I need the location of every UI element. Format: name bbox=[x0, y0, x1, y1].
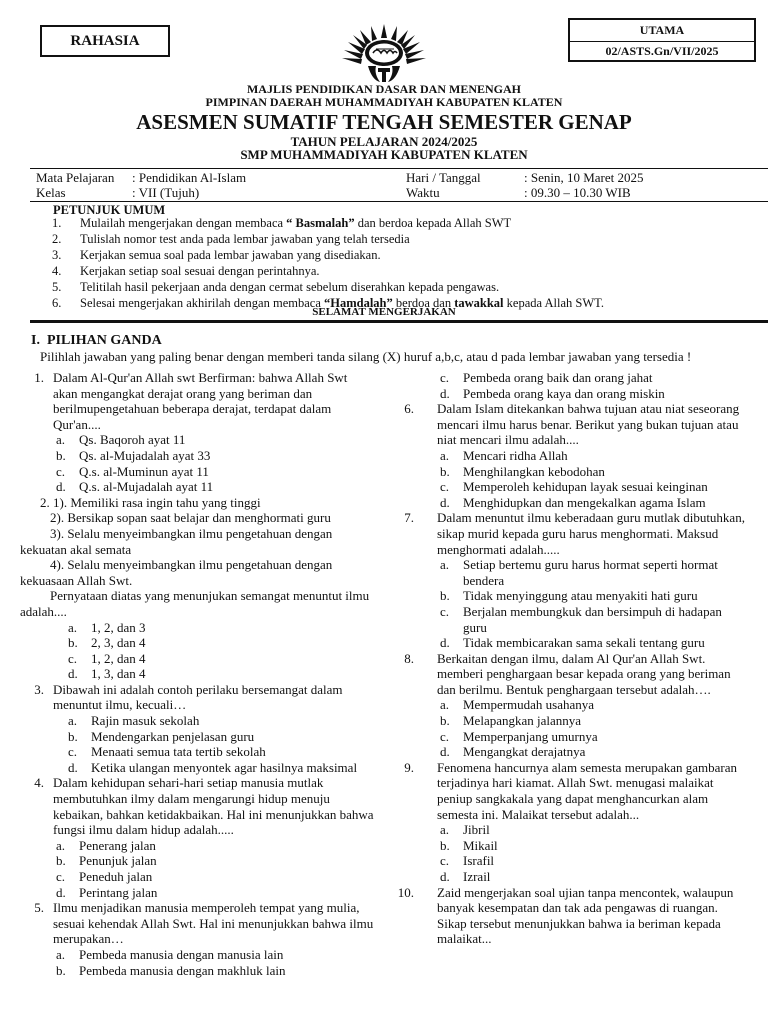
option: b. Mendengarkan penjelasan guru bbox=[68, 728, 255, 744]
option: c. Q.s. al-Muminun ayat 11 bbox=[56, 463, 209, 479]
instruction-item: 6. Selesai mengerjakan akhirilah dengan membaca “Hamdalah” berdoa dan tawakkal kepada Allah SWT. bbox=[52, 296, 604, 310]
option: c. Menaati semua tata tertib sekolah bbox=[68, 744, 266, 760]
question-3: 3. Dibawah ini adalah contoh perilaku bersemangat dalam menuntut ilmu, kecuali… bbox=[34, 681, 343, 713]
subject-label: Mata Pelajaran bbox=[36, 170, 115, 185]
option: c. 1, 2, dan 4 bbox=[68, 650, 146, 666]
option: c. Memperoleh kehidupan layak sesuai keinginan bbox=[440, 479, 708, 495]
option: a. Mencari ridha Allah bbox=[440, 447, 568, 463]
option: a. Rajin masuk sekolah bbox=[68, 713, 200, 729]
option: d. Ketika ulangan menyontek agar hasilnya maksimal bbox=[68, 759, 358, 775]
option: d. 1, 3, dan 4 bbox=[68, 666, 146, 682]
option: b. Melapangkan jalannya bbox=[440, 713, 582, 729]
question-1: 1. Dalam Al-Qur'an Allah swt Berfirman: bahwa Allah Swt akan mengangkat derajat orang yang beriman dan berilmupengetahuan beberapa derajat, terdapat dalam Qur'an.... bbox=[34, 370, 348, 432]
rahasia-label: RAHASIA bbox=[40, 25, 170, 57]
academic-year: TAHUN PELAJARAN 2024/2025 bbox=[290, 134, 478, 149]
option: d. Perintang jalan bbox=[56, 884, 158, 900]
option: b. Qs. al-Mujadalah ayat 33 bbox=[56, 447, 211, 463]
question-4: 4. Dalam kehidupan sehari-hari setiap manusia mutlak membutuhkan ilmy dalam mengarungi hidup menuju kebaikan, bahkan ketidakbaikan. Hal ini menunjukkan bahwa fungsi ilmu dalam hidup adalah..... bbox=[34, 775, 374, 838]
option: d. Mengangkat derajatnya bbox=[440, 744, 586, 760]
option: b. Pembeda manusia dengan makhluk lain bbox=[56, 962, 286, 978]
option: b. Menghilangkan kebodohan bbox=[440, 463, 605, 479]
class-label: Kelas bbox=[36, 185, 66, 200]
option: d. Tidak membicarakan sama sekali tentang guru bbox=[440, 635, 705, 651]
option: a. Mempermudah usahanya bbox=[440, 697, 595, 713]
utama-label: UTAMA bbox=[570, 20, 754, 42]
option: a. Penerang jalan bbox=[56, 837, 156, 853]
instruction-item: 1. Mulailah mengerjakan dengan membaca “ Basmalah” dan berdoa kepada Allah SWT bbox=[52, 216, 512, 230]
question-7: 7. Dalam menuntut ilmu keberadaan guru mutlak dibutuhkan, sikap murid kepada guru harus menghormati. Maksud menghormati adalah..... bbox=[404, 510, 745, 557]
exam-title: ASESMEN SUMATIF TENGAH SEMESTER GENAP bbox=[136, 110, 632, 134]
section-number: I. bbox=[31, 333, 40, 348]
question-10: 10. Zaid mengerjakan soal ujian tanpa mencontek, walaupun banyak kesempatan dan tak ada pengawas di ruangan. Sikap tersebut menunjukkan bahwa ia beriman kepada malaikat... bbox=[397, 884, 734, 947]
option: b. 2, 3, dan 4 bbox=[68, 635, 146, 651]
option: d. Q.s. al-Mujadalah ayat 11 bbox=[56, 479, 214, 495]
class-value: : VII (Tujuh) bbox=[132, 185, 200, 200]
instruction-item: 3. Kerjakan semua soal pada lembar jawaban yang disediakan. bbox=[52, 248, 381, 262]
option: b. Mikail bbox=[440, 837, 498, 853]
option: c. Pembeda orang baik dan orang jahat bbox=[440, 370, 653, 385]
muhammadiyah-logo-icon bbox=[338, 22, 430, 84]
question-9: 9. Fenomena hancurnya alam semesta merupakan gambaran terjadinya hari kiamat. Allah Swt. menugasi malaikat peniup sangkakala yang dapat menghancurkan alam semesta ini. Malaikat tersebut adalah... bbox=[404, 759, 737, 822]
section-title: PILIHAN GANDA bbox=[46, 333, 162, 348]
option: b. Penunjuk jalan bbox=[56, 853, 157, 869]
question-5: 5. Ilmu menjadikan manusia memperoleh tempat yang mulia, sesuai kehendak Allah Swt. Hal ini menunjukkan bahwa ilmu merupakan… bbox=[34, 900, 374, 947]
option: a. Pembeda manusia dengan manusia lain bbox=[56, 946, 284, 962]
option: c. Berjalan membungkuk dan bersimpuh di hadapan guru bbox=[440, 603, 722, 635]
subject-value: : Pendidikan Al-Islam bbox=[132, 170, 247, 185]
instruction-item: 2. Tulislah nomor test anda pada lembar jawaban yang telah tersedia bbox=[52, 232, 410, 246]
option: d. Izrail bbox=[440, 869, 491, 884]
time-label: Waktu bbox=[406, 185, 440, 200]
instructions-title: PETUNJUK UMUM bbox=[53, 203, 166, 217]
school-name: SMP MUHAMMADIYAH KABUPATEN KLATEN bbox=[240, 147, 528, 162]
option: a. Jibril bbox=[440, 822, 490, 838]
section-heading bbox=[31, 333, 162, 349]
option: d. Pembeda orang kaya dan orang miskin bbox=[440, 385, 665, 401]
header-divider bbox=[30, 168, 768, 169]
question-6: 6. Dalam Islam ditekankan bahwa tujuan atau niat seseorang mencari ilmu harus benar. Berikut yang bukan tujuan atau niat mencari ilmu adalah.... bbox=[404, 401, 740, 448]
option: a. 1, 2, dan 3 bbox=[68, 619, 146, 635]
header-line-1: MAJLIS PENDIDIKAN DASAR DAN MENENGAH bbox=[246, 82, 521, 96]
option: a. Qs. Baqoroh ayat 11 bbox=[56, 432, 186, 448]
closing-text: SELAMAT MENGERJAKAN bbox=[312, 306, 456, 318]
instructions-list bbox=[52, 215, 604, 311]
instruction-item: 4. Kerjakan setiap soal sesuai dengan perintahnya. bbox=[52, 264, 320, 278]
exam-code: 02/ASTS.Gn/VII/2025 bbox=[605, 44, 719, 58]
instruction-item: 5. Telitilah hasil pekerjaan anda dengan cermat sebelum diserahkan kepada pengawas. bbox=[52, 280, 500, 294]
instructions-divider bbox=[30, 320, 768, 323]
option: c. Israfil bbox=[440, 853, 495, 869]
option: c. Peneduh jalan bbox=[56, 869, 153, 884]
left-column bbox=[20, 370, 374, 978]
section-instruction: Pilihlah jawaban yang paling benar dengan memberi tanda silang (X) huruf a,b,c, atau d pada lembar jawaban yang tersedia ! bbox=[40, 349, 692, 364]
question-8: 8. Berkaitan dengan ilmu, dalam Al Qur'an Allah Swt. memberi penghargaan besar kepada orang yang beriman dan berilmu. Bentuk penghargaan tersebut adalah…. bbox=[404, 650, 731, 697]
question-2: 2. 1). Memiliki rasa ingin tahu yang tinggi 2). Bersikap sopan saat belajar dan menghormati guru 3). Selalu menyeimbangkan ilmu pengetahuan dengan kekuatan akal semata 4). Selalu menyeimbangkan ilmu pengetahuan dengan kekuasaan Allah Swt. Pernyataan diatas yang menunjukan semangat menuntut ilmu adalah.... bbox=[20, 494, 370, 619]
time-value: : 09.30 – 10.30 WIB bbox=[524, 185, 631, 200]
exam-code-box bbox=[568, 18, 756, 62]
option: a. Setiap bertemu guru harus hormat seperti hormat bendera bbox=[440, 557, 718, 588]
right-column bbox=[392, 370, 746, 947]
date-label: Hari / Tanggal bbox=[406, 170, 481, 185]
header-line-2: PIMPINAN DAERAH MUHAMMADIYAH KABUPATEN KLATEN bbox=[205, 95, 563, 109]
option: b. Tidak menyinggung atau menyakiti hati guru bbox=[440, 588, 698, 604]
meta-divider bbox=[30, 201, 768, 202]
option: c. Memperpanjang umurnya bbox=[440, 728, 598, 744]
date-value: : Senin, 10 Maret 2025 bbox=[524, 170, 644, 185]
option: d. Menghidupkan dan mengekalkan agama Islam bbox=[440, 494, 706, 510]
